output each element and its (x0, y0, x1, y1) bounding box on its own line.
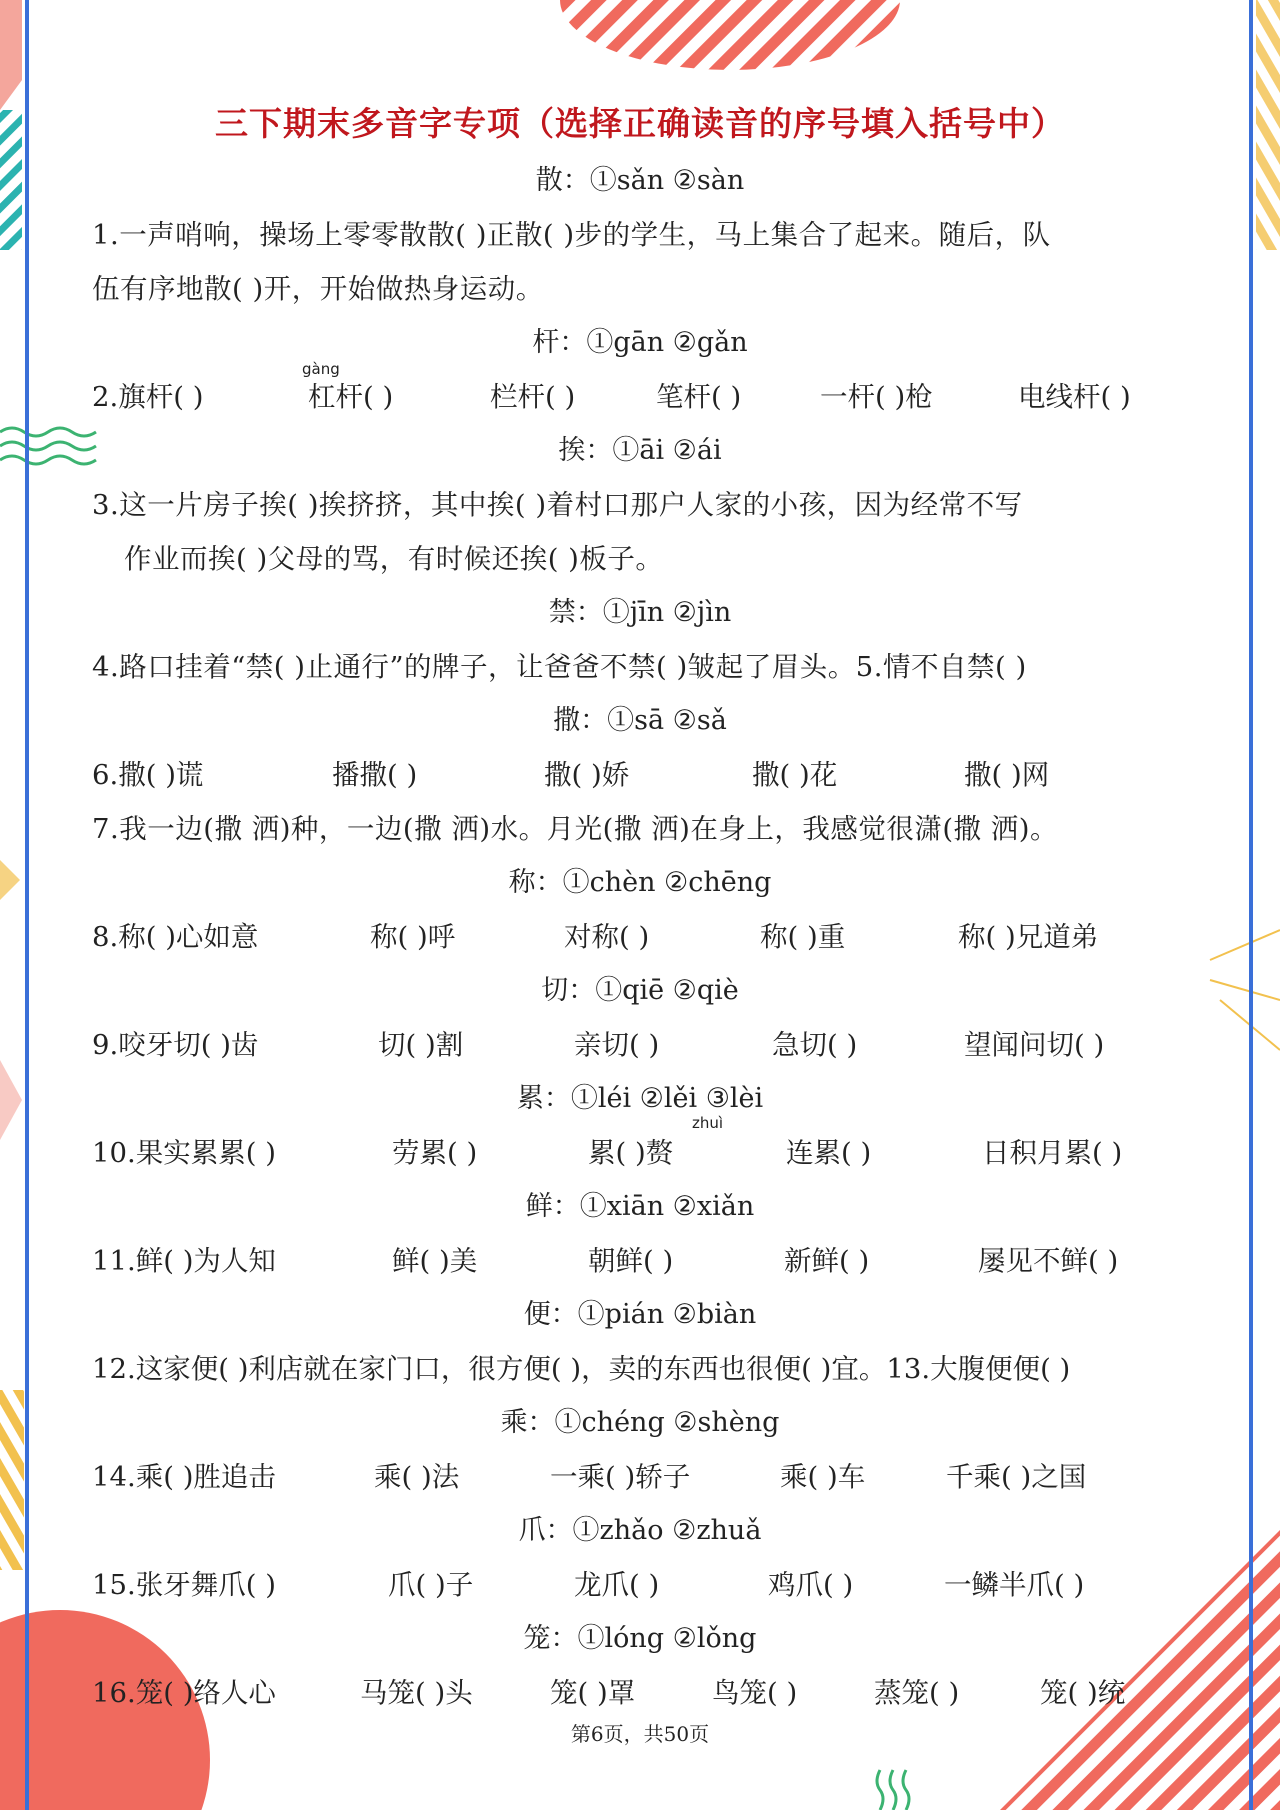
question-9-item: 亲切( ) (574, 1029, 660, 1061)
question-14-item: 乘( )车 (780, 1461, 866, 1493)
question-4-5: 4.路口挂着“禁( )止通行”的牌子，让爸爸不禁( )皱起了眉头。5.情不自禁( ) (92, 651, 1027, 683)
question-12-13: 12.这家便( )利店就在家门口，很方便( )，卖的东西也很便( )宜。13.大腹便便( ) (92, 1353, 1071, 1385)
reading-cheng-sheng: 乘：①chéng ②shèng (500, 1407, 780, 1438)
question-10-item: 10.果实累累( ) (92, 1137, 276, 1169)
reading-xian: 鲜：①xiān ②xiǎn (525, 1191, 755, 1222)
question-15-item: 15.张牙舞爪( ) (92, 1569, 276, 1601)
question-8-item: 对称( ) (564, 921, 650, 953)
question-2-item: 杠杆( ) (308, 381, 394, 413)
reading-ai: 挨：①āi ②ái (558, 435, 722, 466)
question-7: 7.我一边(撒 洒)种，一边(撒 洒)水。月光(撒 洒)在身上，我感觉很潇(撒 洒)。 (92, 813, 1059, 845)
question-16-item: 马笼( )头 (360, 1677, 473, 1709)
question-3-line-2: 作业而挨( )父母的骂，有时候还挨( )板子。 (124, 543, 664, 575)
reading-cheng: 称：①chèn ②chēng (508, 867, 772, 898)
reading-gan: 杆：①gān ②gǎn (532, 327, 748, 358)
question-15-item: 鸡爪( ) (768, 1569, 854, 1601)
question-14-item: 千乘( )之国 (946, 1461, 1087, 1493)
question-15-item: 龙爪( ) (574, 1569, 660, 1601)
question-16-item: 16.笼( )络人心 (92, 1677, 276, 1709)
question-11-item: 屡见不鲜( ) (978, 1245, 1119, 1277)
question-16-item: 笼( )统 (1040, 1677, 1126, 1709)
question-15-item: 一鳞半爪( ) (944, 1569, 1085, 1601)
reading-sa: 撒：①sā ②sǎ (553, 705, 727, 736)
question-8-item: 称( )呼 (370, 921, 456, 953)
reading-jin: 禁：①jīn ②jìn (548, 597, 732, 628)
question-9-item: 9.咬牙切( )齿 (92, 1029, 259, 1061)
pinyin-gang: gàng (302, 360, 340, 378)
question-16-item: 蒸笼( ) (874, 1677, 960, 1709)
question-8-item: 8.称( )心如意 (92, 921, 259, 953)
question-11-item: 朝鲜( ) (588, 1245, 674, 1277)
question-2-item: 电线杆( ) (1018, 381, 1131, 413)
question-10-item: 累( )赘 (588, 1137, 674, 1169)
question-2-item: 2.旗杆( ) (92, 381, 204, 413)
reading-long: 笼：①lóng ②lǒng (523, 1623, 757, 1654)
question-6-item: 撒( )网 (964, 759, 1050, 791)
question-6-item: 6.撒( )谎 (92, 759, 204, 791)
question-8-item: 称( )兄道弟 (958, 921, 1099, 953)
question-8-item: 称( )重 (760, 921, 846, 953)
reading-qie: 切：①qiē ②qiè (541, 975, 739, 1006)
question-11-item: 11.鲜( )为人知 (92, 1245, 276, 1277)
reading-zhao: 爪：①zhǎo ②zhuǎ (518, 1515, 762, 1546)
question-6-item: 播撒( ) (332, 759, 418, 791)
question-2-item: 一杆( )枪 (820, 381, 933, 413)
question-10-item: 日积月累( ) (982, 1137, 1123, 1169)
question-14-item: 乘( )法 (374, 1461, 460, 1493)
question-16-item: 鸟笼( ) (712, 1677, 798, 1709)
page-footer: 第6页，共50页 (570, 1722, 710, 1746)
reading-san: 散：①sǎn ②sàn (535, 165, 745, 196)
question-16-item: 笼( )罩 (550, 1677, 636, 1709)
question-2-item: 栏杆( ) (490, 381, 576, 413)
question-14-item: 14.乘( )胜追击 (92, 1461, 276, 1493)
page-title: 三下期末多音字专项（选择正确读音的序号填入括号中） (215, 104, 1065, 143)
question-14-item: 一乘( )轿子 (550, 1461, 691, 1493)
question-9-item: 切( )割 (378, 1029, 464, 1061)
question-9-item: 望闻问切( ) (964, 1029, 1105, 1061)
question-15-item: 爪( )子 (388, 1569, 474, 1601)
question-1-line-1: 1.一声哨响，操场上零零散散( )正散( )步的学生，马上集合了起来。随后，队 (92, 219, 1051, 251)
question-9-item: 急切( ) (772, 1029, 858, 1061)
question-11-item: 新鲜( ) (784, 1245, 870, 1277)
question-11-item: 鲜( )美 (392, 1245, 478, 1277)
question-6-item: 撒( )娇 (544, 759, 630, 791)
pinyin-zhui: zhuì (692, 1114, 724, 1132)
reading-lei: 累：①léi ②lěi ③lèi (516, 1083, 764, 1114)
question-1-line-2: 伍有序地散( )开，开始做热身运动。 (92, 273, 544, 305)
question-3-line-1: 3.这一片房子挨( )挨挤挤，其中挨( )着村口那户人家的小孩，因为经常不写 (92, 489, 1023, 521)
question-10-item: 连累( ) (786, 1137, 872, 1169)
question-2-item: 笔杆( ) (656, 381, 742, 413)
question-6-item: 撒( )花 (752, 759, 838, 791)
question-10-item: 劳累( ) (392, 1137, 478, 1169)
reading-bian: 便：①pián ②biàn (523, 1299, 757, 1330)
